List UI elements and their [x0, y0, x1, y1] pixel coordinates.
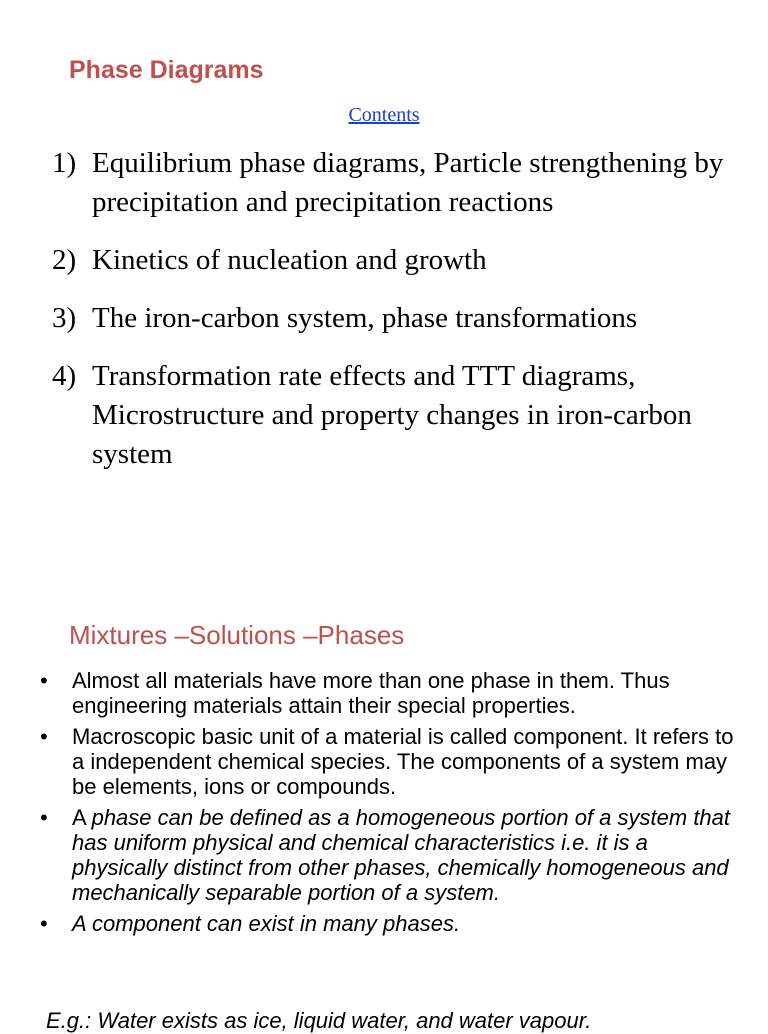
- toc-item: [52, 357, 752, 474]
- toc-text: Kinetics of nucleation and growth: [92, 244, 487, 276]
- toc-number: 2): [52, 244, 77, 276]
- bullet-item: [40, 911, 740, 936]
- bullet-icon: •: [40, 911, 48, 936]
- bullet-item: [40, 724, 740, 799]
- toc-item: [52, 144, 752, 222]
- bullet-item: [40, 668, 740, 718]
- page-title: Phase Diagrams: [69, 56, 264, 84]
- table-of-contents: [52, 144, 752, 493]
- toc-text: Transformation rate effects and TTT diagrams, Microstructure and property changes in iron-carbon system: [92, 360, 692, 470]
- toc-text: Equilibrium phase diagrams, Particle strengthening by precipitation and precipitation reactions: [92, 147, 724, 218]
- bullet-text: [72, 805, 740, 905]
- bullet-lead: A: [72, 805, 92, 830]
- toc-item: [52, 241, 752, 280]
- contents-link[interactable]: Contents: [348, 104, 420, 126]
- example-line: E.g.: Water exists as ice, liquid water, and water vapour.: [46, 1008, 592, 1033]
- toc-item: [52, 299, 752, 338]
- bullet-text: Almost all materials have more than one phase in them. Thus engineering materials attain their special properties.: [72, 668, 670, 718]
- bullet-icon: •: [40, 668, 48, 693]
- bullet-italic-text: phase can be defined as a homogeneous portion of a system that has uniform physical and chemical characteristics i.e. it is a physically distinct from other phases, chemically homogeneous and mechanically separable portion of a system.: [72, 805, 731, 905]
- bullet-text: Macroscopic basic unit of a material is called component. It refers to a independent chemical species. The components of a system may be elements, ions or compounds.: [72, 724, 734, 799]
- bullet-list: [40, 668, 740, 942]
- bullet-italic-text: A component can exist in many phases.: [72, 911, 461, 936]
- toc-number: 3): [52, 302, 77, 334]
- toc-text: The iron-carbon system, phase transformations: [92, 302, 638, 334]
- section-heading: Mixtures –Solutions –Phases: [69, 620, 405, 650]
- bullet-item: [40, 805, 740, 905]
- bullet-icon: •: [40, 724, 48, 749]
- toc-number: 4): [52, 360, 77, 392]
- bullet-icon: •: [40, 805, 48, 830]
- toc-number: 1): [52, 147, 77, 179]
